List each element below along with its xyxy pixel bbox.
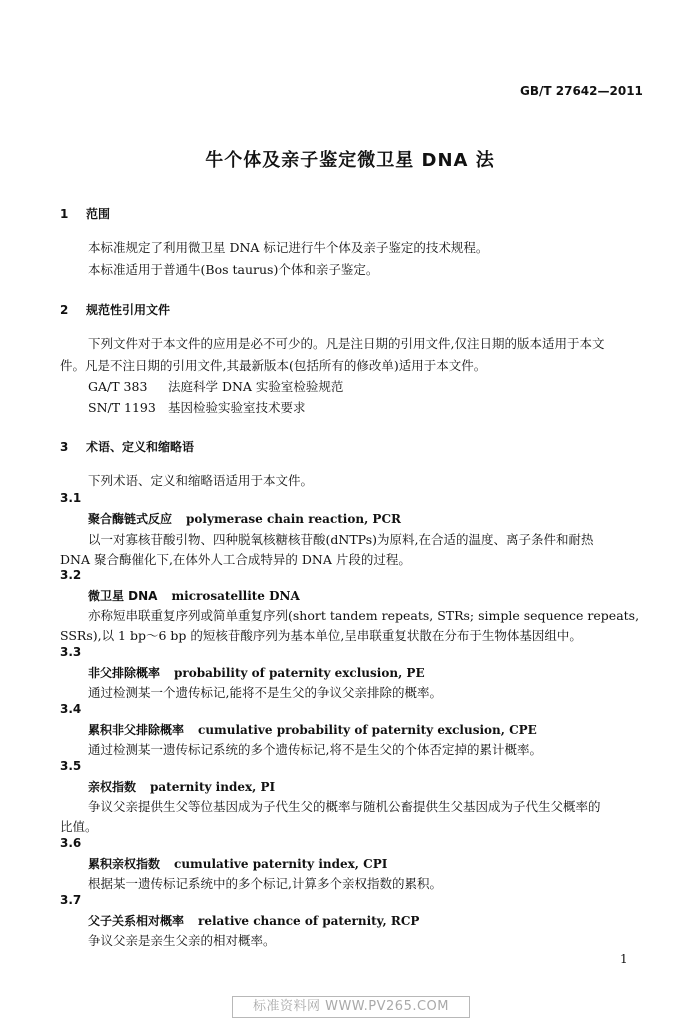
term-english: cumulative paternity index, CPI [174, 857, 388, 871]
section-number: 3 [60, 440, 69, 454]
term-heading [88, 510, 401, 527]
term-chinese: 亲权指数 [88, 780, 137, 794]
term-definition: 亦称短串联重复序列或简单重复序列(short tandem repeats, STRs; simple sequence repeats, [88, 608, 640, 623]
paragraph: 下列术语、定义和缩略语适用于本文件。 [88, 473, 314, 488]
normative-reference [88, 377, 343, 395]
paragraph: 本标准适用于普通牛(Bos taurus)个体和亲子鉴定。 [88, 262, 379, 277]
reference-code: GA/T 383 [88, 379, 148, 394]
paragraph-continued: 件。凡是不注日期的引用文件,其最新版本(包括所有的修改单)适用于本文件。 [60, 358, 487, 373]
section-title: 术语、定义和缩略语 [86, 440, 195, 454]
clause-number: 3.5 [60, 759, 82, 773]
term-english: paternity index, PI [150, 780, 276, 794]
section-title: 规范性引用文件 [86, 303, 171, 317]
page-number: 1 [620, 952, 628, 966]
term-heading [88, 721, 537, 738]
section-number: 1 [60, 207, 69, 221]
term-definition: 通过检测某一遗传标记系统的多个遗传标记,将不是生父的个体否定掉的累计概率。 [88, 742, 542, 757]
paragraph: 本标准规定了利用微卫星 DNA 标记进行牛个体及亲子鉴定的技术规程。 [88, 240, 489, 255]
term-definition: 根据某一遗传标记系统中的多个标记,计算多个亲权指数的累积。 [88, 876, 442, 891]
term-chinese: 微卫星 DNA [88, 589, 158, 603]
reference-title: 基因检验实验室技术要求 [168, 400, 306, 415]
term-definition-continued: 比值。 [60, 819, 98, 834]
normative-reference [88, 398, 306, 416]
clause-number: 3.7 [60, 893, 82, 907]
term-english: probability of paternity exclusion, PE [174, 666, 425, 680]
paragraph: 下列文件对于本文件的应用是必不可少的。凡是注日期的引用文件,仅注日期的版本适用于本文 [88, 336, 605, 351]
term-heading [88, 912, 419, 929]
term-definition: 争议父亲是亲生父亲的相对概率。 [88, 933, 276, 948]
clause-number: 3.6 [60, 836, 82, 850]
term-heading [88, 664, 425, 681]
term-chinese: 累积亲权指数 [88, 857, 161, 871]
section-3-heading [60, 438, 194, 455]
reference-code: SN/T 1193 [88, 400, 156, 415]
term-definition: 以一对寡核苷酸引物、四种脱氧核糖核苷酸(dNTPs)为原料,在合适的温度、离子条件和耐热 [88, 532, 594, 547]
section-2-heading [60, 301, 170, 318]
term-chinese: 父子关系相对概率 [88, 914, 185, 928]
clause-number: 3.3 [60, 645, 82, 659]
clause-number: 3.2 [60, 568, 82, 582]
document-title: 牛个体及亲子鉴定微卫星 DNA 法 [205, 150, 495, 171]
term-definition-continued: DNA 聚合酶催化下,在体外人工合成特异的 DNA 片段的过程。 [60, 552, 411, 567]
watermark: 标准资料网 WWW.PV265.COM [232, 996, 470, 1018]
term-english: polymerase chain reaction, PCR [186, 512, 401, 526]
section-number: 2 [60, 303, 69, 317]
term-definition-continued: SSRs),以 1 bp～6 bp 的短核苷酸序列为基本单位,呈串联重复状散在分布于生物体基因组中。 [60, 628, 582, 643]
term-chinese: 累积非父排除概率 [88, 723, 185, 737]
term-heading [88, 778, 275, 795]
term-definition: 通过检测某一个遗传标记,能将不是生父的争议父亲排除的概率。 [88, 685, 442, 700]
section-1-heading [60, 205, 110, 222]
term-heading [88, 855, 387, 872]
clause-number: 3.1 [60, 491, 82, 505]
term-english: cumulative probability of paternity exclusion, CPE [198, 723, 537, 737]
term-definition: 争议父亲提供生父等位基因成为子代生父的概率与随机公畜提供生父基因成为子代生父概率的 [88, 799, 601, 814]
term-chinese: 非父排除概率 [88, 666, 161, 680]
clause-number: 3.4 [60, 702, 82, 716]
term-english: microsatellite DNA [171, 589, 300, 603]
standard-code: GB/T 27642—2011 [520, 84, 643, 98]
term-english: relative chance of paternity, RCP [198, 914, 420, 928]
section-title: 范围 [86, 207, 111, 221]
term-chinese: 聚合酶链式反应 [88, 512, 173, 526]
reference-title: 法庭科学 DNA 实验室检验规范 [168, 379, 344, 394]
term-heading [88, 587, 300, 604]
